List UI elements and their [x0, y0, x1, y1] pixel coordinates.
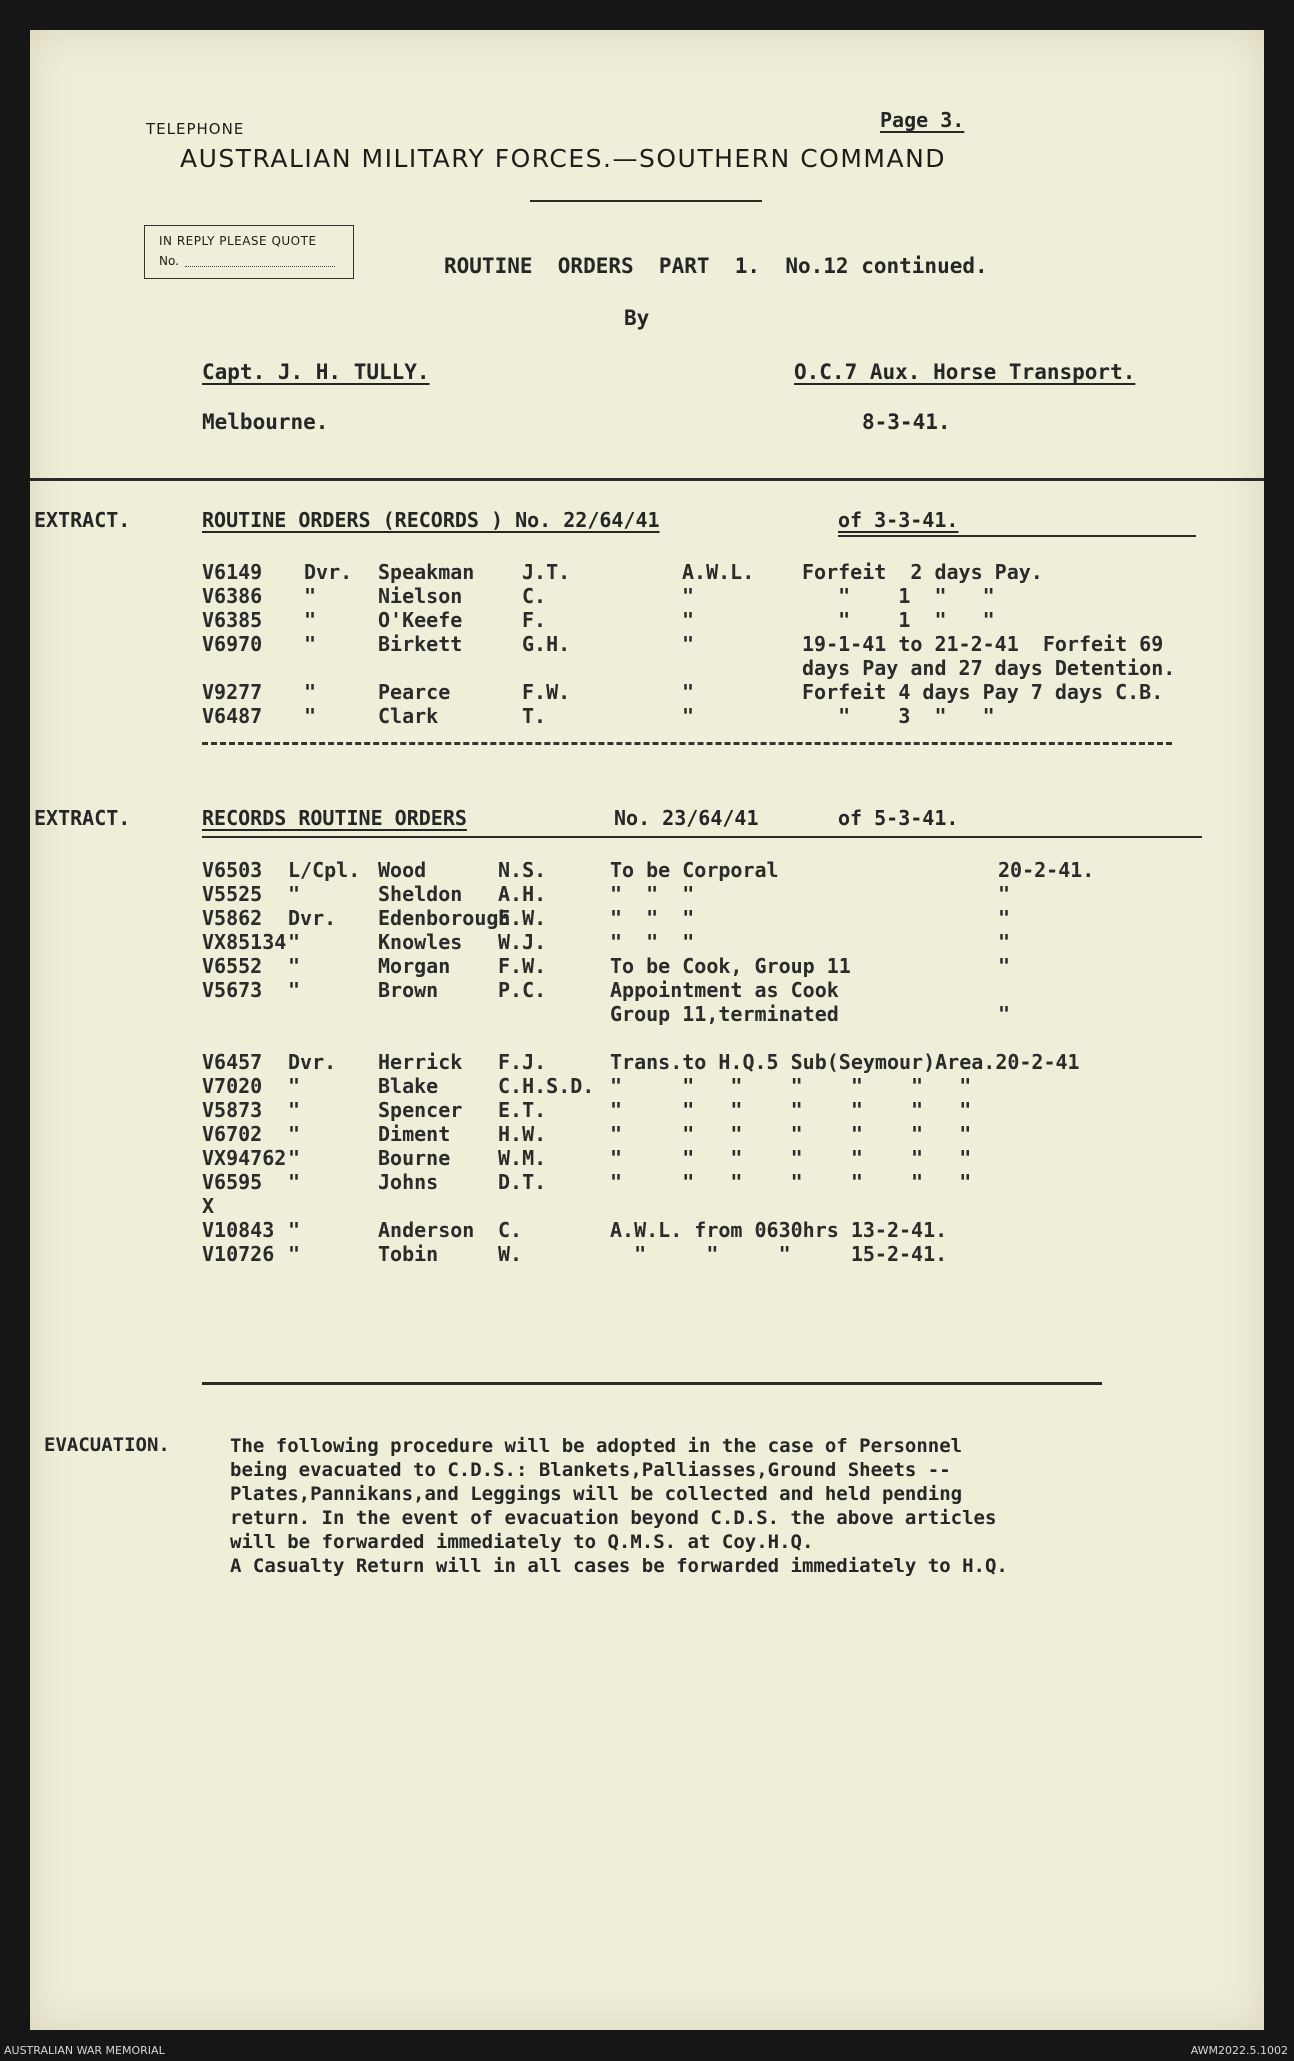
- surname: Pearce: [378, 680, 451, 704]
- evacuation-line: The following procedure will be adopted in the case of Personnel: [230, 1435, 963, 1457]
- order-detail: A.W.L. from 0630hrs 13-2-41.: [610, 1218, 948, 1242]
- evacuation-line: will be forwarded immediately to Q.M.S. at Coy.H.Q.: [230, 1531, 814, 1553]
- service-number: V7020: [202, 1074, 263, 1098]
- surname: Brown: [378, 978, 439, 1002]
- surname: Clark: [378, 704, 439, 728]
- rank: ": [288, 1242, 301, 1266]
- effective-date: 20-2-41.: [998, 858, 1095, 882]
- evacuation-line: return. In the event of evacuation beyond C.D.S. the above articles: [230, 1507, 997, 1529]
- rank: ": [304, 704, 317, 728]
- offence: ": [682, 704, 695, 728]
- service-number: X: [202, 1194, 215, 1218]
- rank: ": [288, 1170, 301, 1194]
- reply-quote-label: IN REPLY PLEASE QUOTE: [159, 234, 317, 248]
- offence: ": [682, 584, 695, 608]
- orders-date: 8-3-41.: [862, 410, 951, 434]
- surname: Bourne: [378, 1146, 451, 1170]
- rank: Dvr.: [288, 906, 337, 930]
- service-number: V6503: [202, 858, 263, 882]
- telephone-label: TELEPHONE: [146, 120, 245, 138]
- rank: Dvr.: [304, 560, 353, 584]
- surname: Johns: [378, 1170, 439, 1194]
- initials: W.: [498, 1242, 523, 1266]
- penalty: " 1 " ": [802, 608, 995, 632]
- reply-quote-number-label: No.: [159, 254, 179, 268]
- rank: ": [288, 1098, 301, 1122]
- officer-unit: O.C.7 Aux. Horse Transport.: [794, 360, 1136, 384]
- initials: F.: [522, 608, 547, 632]
- initials: F.W.: [498, 954, 547, 978]
- rank: ": [304, 680, 317, 704]
- surname: Spencer: [378, 1098, 463, 1122]
- document-page: [30, 30, 1264, 2030]
- rank: ": [288, 1074, 301, 1098]
- effective-date: ": [998, 882, 1011, 906]
- rank: ": [288, 978, 301, 1002]
- evacuation-line: A Casualty Return will in all cases be forwarded immediately to H.Q.: [230, 1555, 1008, 1577]
- surname: O'Keefe: [378, 608, 463, 632]
- section2-heading-date: of 5-3-41.: [838, 806, 959, 830]
- service-number: V6149: [202, 560, 263, 584]
- footer-credit: AUSTRALIAN WAR MEMORIAL: [4, 2044, 165, 2057]
- section1-label: EXTRACT.: [34, 508, 131, 532]
- section2-heading: RECORDS ROUTINE ORDERS: [202, 806, 467, 830]
- evacuation-label: EVACUATION.: [44, 1434, 170, 1456]
- order-detail: To be Cook, Group 11: [610, 954, 851, 978]
- surname: Anderson: [378, 1218, 475, 1242]
- penalty: " 3 " ": [802, 704, 995, 728]
- surname: Nielson: [378, 584, 463, 608]
- section1-heading-date: of 3-3-41.: [838, 508, 959, 532]
- initials: E.W.: [498, 906, 547, 930]
- effective-date: ": [998, 930, 1011, 954]
- initials: C.: [522, 584, 547, 608]
- effective-date: ": [998, 1002, 1011, 1026]
- effective-date: ": [998, 906, 1011, 930]
- section2-heading-rule: [202, 836, 1202, 838]
- service-number: V6385: [202, 608, 263, 632]
- penalty: " 1 " ": [802, 584, 995, 608]
- initials: W.J.: [498, 930, 547, 954]
- orders-by: By: [624, 306, 650, 330]
- initials: P.C.: [498, 978, 547, 1002]
- surname: Birkett: [378, 632, 463, 656]
- service-number: V5673: [202, 978, 263, 1002]
- section2-heading-number: No. 23/64/41: [614, 806, 759, 830]
- initials: F.J.: [498, 1050, 547, 1074]
- initials: N.S.: [498, 858, 547, 882]
- order-detail: " " " " " " ": [610, 1146, 972, 1170]
- rank: ": [288, 1122, 301, 1146]
- initials: E.T.: [498, 1098, 547, 1122]
- offence: A.W.L.: [682, 560, 755, 584]
- initials: F.W.: [522, 680, 571, 704]
- surname: Herrick: [378, 1050, 463, 1074]
- evacuation-text: [230, 1434, 1008, 1578]
- service-number: V6487: [202, 704, 263, 728]
- service-number: V6552: [202, 954, 263, 978]
- rank: ": [288, 1146, 301, 1170]
- initials: A.H.: [498, 882, 547, 906]
- initials: T.: [522, 704, 547, 728]
- service-number: V6386: [202, 584, 263, 608]
- penalty: 19-1-41 to 21-2-41 Forfeit 69: [802, 632, 1164, 656]
- initials: W.M.: [498, 1146, 547, 1170]
- surname: Sheldon: [378, 882, 463, 906]
- header-rule: [30, 478, 1264, 481]
- service-number: V6595: [202, 1170, 263, 1194]
- initials: C.: [498, 1218, 523, 1242]
- penalty: Forfeit 4 days Pay 7 days C.B.: [802, 680, 1164, 704]
- initials: C.H.S.D.: [498, 1074, 595, 1098]
- order-detail: " " " 15-2-41.: [610, 1242, 948, 1266]
- service-number: V6457: [202, 1050, 263, 1074]
- order-detail: " " " " " " ": [610, 1098, 972, 1122]
- order-detail: " " ": [610, 882, 695, 906]
- officer-name: Capt. J. H. TULLY.: [202, 360, 430, 384]
- section1-divider: [202, 742, 1172, 745]
- rank: L/Cpl.: [288, 858, 361, 882]
- initials: J.T.: [522, 560, 571, 584]
- section2-rule: [202, 1382, 1102, 1385]
- orders-place: Melbourne.: [202, 410, 329, 434]
- penalty: Forfeit 2 days Pay.: [802, 560, 1043, 584]
- evacuation-line: being evacuated to C.D.S.: Blankets,Palliasses,Ground Sheets --: [230, 1459, 951, 1481]
- page-number: Page 3.: [880, 108, 965, 132]
- orders-title: ROUTINE ORDERS PART 1. No.12 continued.: [444, 254, 988, 278]
- service-number: VX94762: [202, 1146, 287, 1170]
- service-number: V9277: [202, 680, 263, 704]
- order-detail: " " " " " " ": [610, 1074, 972, 1098]
- offence: ": [682, 632, 695, 656]
- surname: Edenborough: [378, 906, 511, 930]
- surname: Diment: [378, 1122, 451, 1146]
- rank: ": [288, 954, 301, 978]
- rank: ": [288, 930, 301, 954]
- letterhead-rule: [530, 200, 762, 202]
- order-detail: " " ": [610, 906, 695, 930]
- reply-quote-line: [185, 266, 335, 267]
- service-number: V5862: [202, 906, 263, 930]
- surname: Wood: [378, 858, 427, 882]
- surname: Tobin: [378, 1242, 439, 1266]
- surname: Speakman: [378, 560, 475, 584]
- initials: G.H.: [522, 632, 571, 656]
- surname: Morgan: [378, 954, 451, 978]
- service-number: V6970: [202, 632, 263, 656]
- rank: ": [288, 882, 301, 906]
- order-detail: Trans.to H.Q.5 Sub(Seymour)Area.20-2-41: [610, 1050, 1080, 1074]
- section2-label: EXTRACT.: [34, 806, 131, 830]
- surname: Blake: [378, 1074, 439, 1098]
- rank: ": [288, 1218, 301, 1242]
- effective-date: ": [998, 954, 1011, 978]
- offence: ": [682, 608, 695, 632]
- surname: Knowles: [378, 930, 463, 954]
- service-number: V10726: [202, 1242, 275, 1266]
- service-number: V10843: [202, 1218, 275, 1242]
- organization-name: AUSTRALIAN MILITARY FORCES.—SOUTHERN COMMAND: [180, 144, 947, 173]
- footer-reference: AWM2022.5.1002: [1190, 2044, 1288, 2057]
- section1-heading-rule: [838, 535, 1196, 537]
- rank: ": [304, 584, 317, 608]
- rank: Dvr.: [288, 1050, 337, 1074]
- service-number: V5525: [202, 882, 263, 906]
- evacuation-line: Plates,Pannikans,and Leggings will be collected and held pending: [230, 1483, 963, 1505]
- order-detail: Appointment as Cook: [610, 978, 839, 1002]
- service-number: V6702: [202, 1122, 263, 1146]
- initials: H.W.: [498, 1122, 547, 1146]
- service-number: VX85134: [202, 930, 287, 954]
- initials: D.T.: [498, 1170, 547, 1194]
- order-detail: " " ": [610, 930, 695, 954]
- order-detail: " " " " " " ": [610, 1170, 972, 1194]
- offence: ": [682, 680, 695, 704]
- rank: ": [304, 632, 317, 656]
- section1-heading: ROUTINE ORDERS (RECORDS ) No. 22/64/41: [202, 508, 660, 532]
- reply-quote-box: [144, 225, 354, 279]
- service-number: V5873: [202, 1098, 263, 1122]
- order-detail: Group 11,terminated: [610, 1002, 839, 1026]
- order-detail: To be Corporal: [610, 858, 779, 882]
- order-detail: " " " " " " ": [610, 1122, 972, 1146]
- rank: ": [304, 608, 317, 632]
- penalty: days Pay and 27 days Detention.: [802, 656, 1176, 680]
